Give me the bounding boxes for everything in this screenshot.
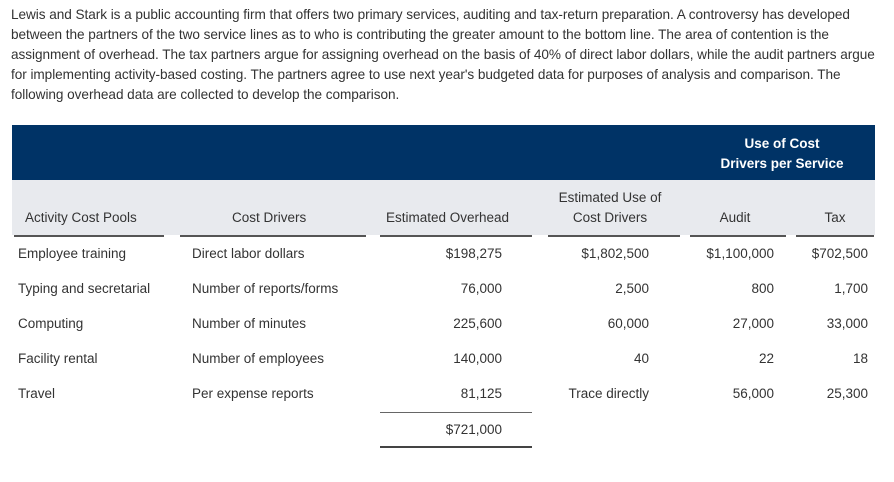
- cell-use: 2,500: [615, 281, 649, 296]
- total-overhead: $721,000: [445, 422, 502, 437]
- cell-overhead: 225,600: [453, 316, 502, 331]
- cell-driver: Number of employees: [192, 351, 325, 366]
- cell-use: 60,000: [607, 316, 649, 331]
- cell-use: 40: [633, 351, 649, 366]
- cell-audit: 22: [758, 351, 774, 366]
- cell-audit: 27,000: [732, 316, 774, 331]
- table-header-band: [12, 125, 875, 180]
- use-header-line1: Use of Cost: [744, 136, 820, 151]
- cell-overhead: $198,275: [445, 246, 502, 261]
- cell-tax: 18: [852, 351, 868, 366]
- problem-statement: Lewis and Stark is a public accounting firm that offers two primary services, auditing and tax-return preparation. A controversy has developed between the partners of the two service lines as to who is contributing the greater amount to the bottom line. The area of contention is the assignment of overhead. The tax partners argue for assigning overhead on the basis of 40% of direct labor dollars, while the audit partners argue for implementing activity-based costing. The partners agree to use next year's budgeted data for purposes of analysis and comparison. The following overhead data are collected to develop the comparison.: [11, 7, 875, 102]
- cell-audit: 800: [751, 281, 774, 296]
- cell-driver: Per expense reports: [192, 386, 314, 401]
- underline-audit: [690, 235, 786, 237]
- cell-driver: Direct labor dollars: [192, 246, 305, 261]
- cell-overhead: 81,125: [460, 386, 502, 401]
- cell-audit: 56,000: [732, 386, 774, 401]
- underline-pool: [14, 235, 164, 237]
- cell-pool: Travel: [18, 386, 56, 401]
- underline-tax: [796, 235, 874, 237]
- cell-pool: Computing: [18, 316, 84, 331]
- cell-tax: 25,300: [826, 386, 868, 401]
- col-header-estimated-overhead: Estimated Overhead: [386, 210, 510, 225]
- use-header-line2: Drivers per Service: [720, 156, 844, 171]
- total-double-rule: [380, 446, 532, 448]
- cell-driver: Number of reports/forms: [192, 281, 339, 296]
- cell-tax: 1,700: [834, 281, 868, 296]
- cell-use: $1,802,500: [581, 246, 649, 261]
- cell-audit: $1,100,000: [706, 246, 774, 261]
- col-header-estimated-use: [540, 188, 680, 228]
- underline-use: [548, 235, 680, 237]
- cell-use: Trace directly: [568, 386, 649, 401]
- col-header-cost-drivers: Cost Drivers: [232, 210, 307, 225]
- use-of-cost-drivers-header: [712, 134, 852, 174]
- cell-driver: Number of minutes: [192, 316, 307, 331]
- col-header-estimated-use-line1: Estimated Use of: [558, 190, 662, 205]
- cell-pool: Typing and secretarial: [18, 281, 151, 296]
- col-header-activity-cost-pools: Activity Cost Pools: [25, 210, 137, 225]
- cell-tax: 33,000: [826, 316, 868, 331]
- cell-overhead: 76,000: [460, 281, 502, 296]
- col-header-tax: Tax: [824, 210, 846, 225]
- col-header-audit: Audit: [719, 210, 751, 225]
- underline-driver: [180, 235, 366, 237]
- cell-pool: Facility rental: [18, 351, 98, 366]
- col-header-estimated-use-line2: Cost Drivers: [572, 210, 648, 225]
- underline-overhead: [380, 235, 532, 237]
- total-rule-top: [380, 412, 532, 413]
- cell-overhead: 140,000: [453, 351, 502, 366]
- cell-tax: $702,500: [811, 246, 868, 261]
- cell-pool: Employee training: [18, 246, 127, 261]
